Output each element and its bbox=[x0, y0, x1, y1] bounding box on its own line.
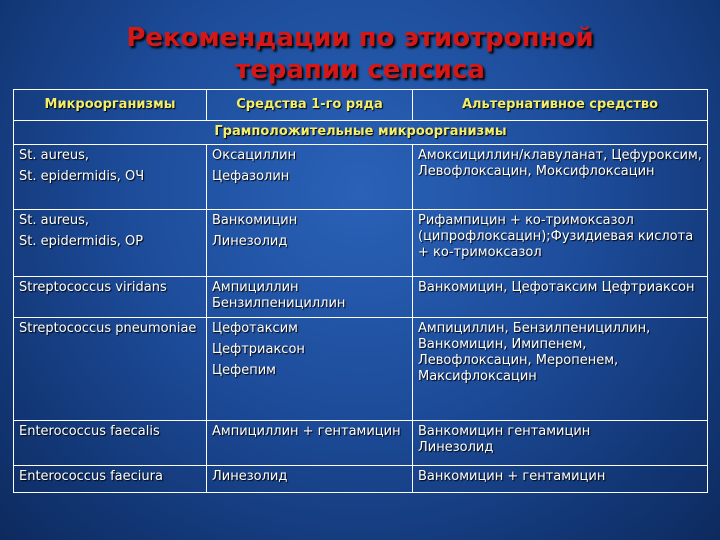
alt-line: Линезолид bbox=[418, 440, 494, 455]
first-line-cell bbox=[207, 145, 413, 210]
table-row bbox=[14, 277, 708, 318]
title-line-2: терапии сепсиса bbox=[235, 55, 485, 85]
alternative-cell: Ванкомицин, Цефотаксим Цефтриаксон bbox=[413, 277, 708, 318]
drug-line: Цефепим bbox=[212, 363, 276, 378]
alternative-cell: Ампициллин, Бензилпенициллин, Ванкомицин, Имипенем, Левофлоксацин, Меропенем, Максифлоксацин bbox=[413, 318, 708, 421]
first-line-cell: Линезолид bbox=[207, 466, 413, 493]
group-label: Грамположительные микроорганизмы bbox=[14, 121, 708, 145]
alt-line: Ванкомицин гентамицин bbox=[418, 424, 591, 439]
recommendations-table bbox=[13, 89, 708, 493]
organism-cell: Enterococcus faecalis bbox=[14, 421, 207, 466]
header-first-line: Средства 1-го ряда bbox=[207, 90, 413, 121]
slide-title bbox=[0, 22, 720, 86]
drug-line: Линезолид bbox=[212, 234, 288, 249]
drug-line: Цефтриаксон bbox=[212, 342, 305, 357]
header-row bbox=[14, 90, 708, 121]
header-microorganisms: Микроорганизмы bbox=[14, 90, 207, 121]
table-row bbox=[14, 466, 708, 493]
table-row bbox=[14, 421, 708, 466]
organism-line: St. aureus, bbox=[19, 213, 90, 228]
alternative-cell bbox=[413, 421, 708, 466]
table-row bbox=[14, 210, 708, 277]
first-line-cell bbox=[207, 210, 413, 277]
organism-line: St. aureus, bbox=[19, 148, 90, 163]
title-line-1: Рекомендации по этиотропной bbox=[126, 23, 594, 53]
table-row bbox=[14, 145, 708, 210]
organism-cell bbox=[14, 145, 207, 210]
organism-cell bbox=[14, 210, 207, 277]
drug-line: Цефазолин bbox=[212, 169, 290, 184]
table-row bbox=[14, 318, 708, 421]
drug-line: Цефотаксим bbox=[212, 321, 298, 336]
first-line-cell: Ампициллин + гентамицин bbox=[207, 421, 413, 466]
organism-cell: Streptococcus viridans bbox=[14, 277, 207, 318]
drug-line: Оксациллин bbox=[212, 148, 297, 163]
alternative-cell: Рифампицин + ко-тримоксазол (ципрофлоксацин);Фузидиевая кислота + ко-тримоксазол bbox=[413, 210, 708, 277]
group-row bbox=[14, 121, 708, 145]
alternative-cell: Ванкомицин + гентамицин bbox=[413, 466, 708, 493]
organism-line: St. epidermidis, ОЧ bbox=[19, 169, 145, 184]
drug-line: Ванкомицин bbox=[212, 213, 298, 228]
header-alternative: Альтернативное средство bbox=[413, 90, 708, 121]
first-line-cell bbox=[207, 318, 413, 421]
organism-line: St. epidermidis, ОР bbox=[19, 234, 144, 249]
first-line-cell: Ампициллин Бензилпенициллин bbox=[207, 277, 413, 318]
organism-cell: Enterococcus faeciura bbox=[14, 466, 207, 493]
alternative-cell: Амоксициллин/клавуланат, Цефуроксим, Левофлоксацин, Моксифлоксацин bbox=[413, 145, 708, 210]
organism-cell: Streptococcus pneumoniae bbox=[14, 318, 207, 421]
